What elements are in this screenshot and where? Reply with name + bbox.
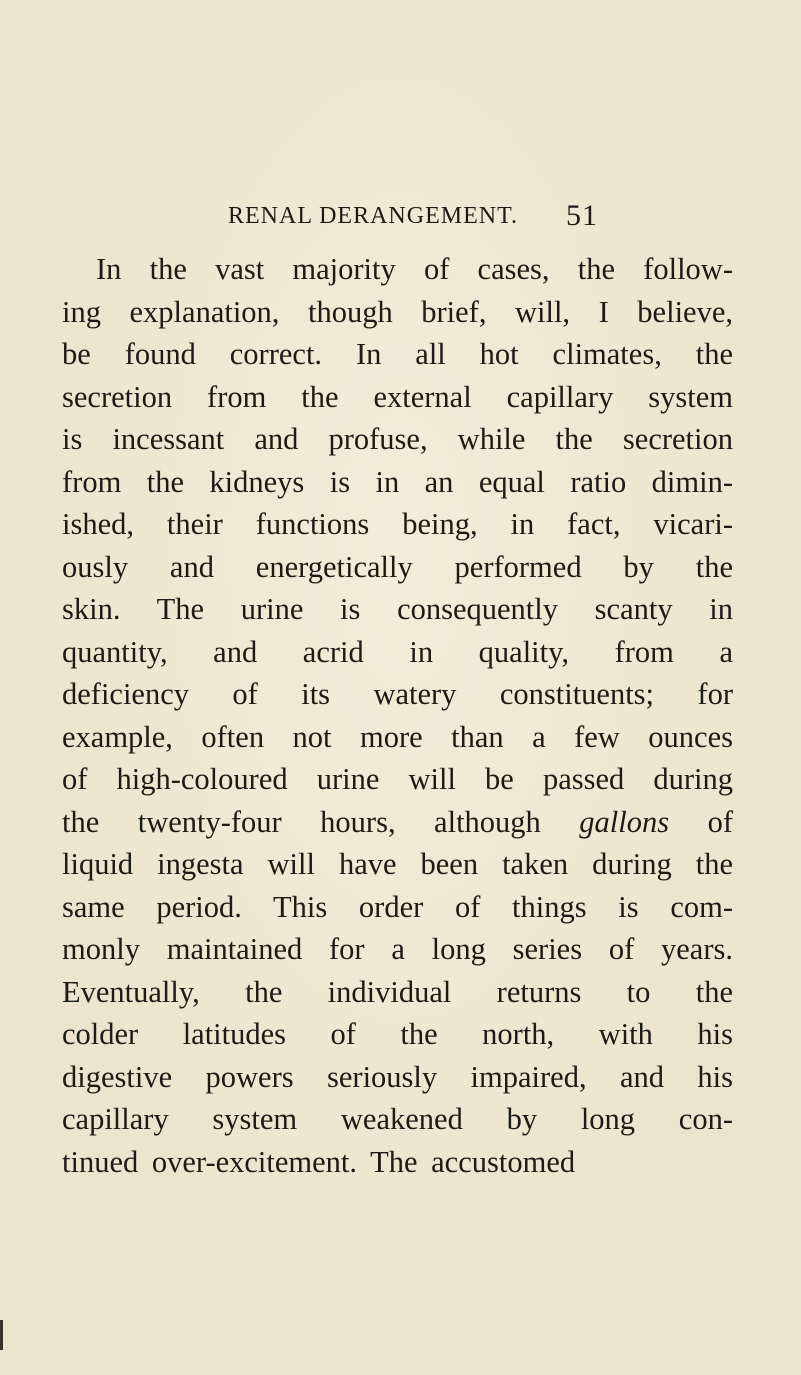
page-number: 51 <box>566 199 598 232</box>
text-line: ously and energetically performed by the <box>62 549 733 584</box>
text-line: quantity, and acrid in quality, from a <box>62 634 733 669</box>
text-line: secretion from the external capillary system <box>62 379 733 414</box>
running-head-title: RENAL DERANGEMENT. <box>228 203 518 229</box>
italic-word: gallons <box>579 804 670 839</box>
text-line: is incessant and profuse, while the secretion <box>62 422 733 456</box>
text-line: example, often not more than a few ounces <box>62 719 733 754</box>
text-line: of high-coloured urine will be passed during <box>62 762 733 796</box>
text-line: monly maintained for a long series of years. <box>62 932 733 966</box>
text-fragment: the twenty-four hours, although <box>62 804 580 839</box>
text-line: In the vast majority of cases, the follow- <box>96 252 733 286</box>
text-line: ished, their functions being, in fact, vicari- <box>62 507 733 541</box>
text-line: tinued over-excitement. The accustomed <box>62 1144 576 1179</box>
text-line: same period. This order of things is com- <box>62 889 733 924</box>
text-line: colder latitudes of the north, with his <box>62 1017 733 1051</box>
running-head <box>228 199 598 243</box>
text-fragment: of <box>669 804 733 839</box>
text-line: be found correct. In all hot climates, the <box>62 337 733 371</box>
body-paragraph <box>62 248 733 1183</box>
text-line: Eventually, the individual returns to the <box>62 974 733 1009</box>
text-line: ing explanation, though brief, will, I believe, <box>62 294 733 329</box>
text-line: liquid ingesta will have been taken during the <box>62 847 733 881</box>
text-line: digestive powers seriously impaired, and his <box>62 1059 733 1094</box>
left-edge-mark <box>0 1320 3 1350</box>
text-line: skin. The urine is consequently scanty in <box>62 592 733 626</box>
text-line <box>62 801 733 844</box>
text-line: deficiency of its watery constituents; for <box>62 677 733 711</box>
text-line: from the kidneys is in an equal ratio dimin- <box>62 464 733 499</box>
text-line: capillary system weakened by long con- <box>62 1102 733 1136</box>
